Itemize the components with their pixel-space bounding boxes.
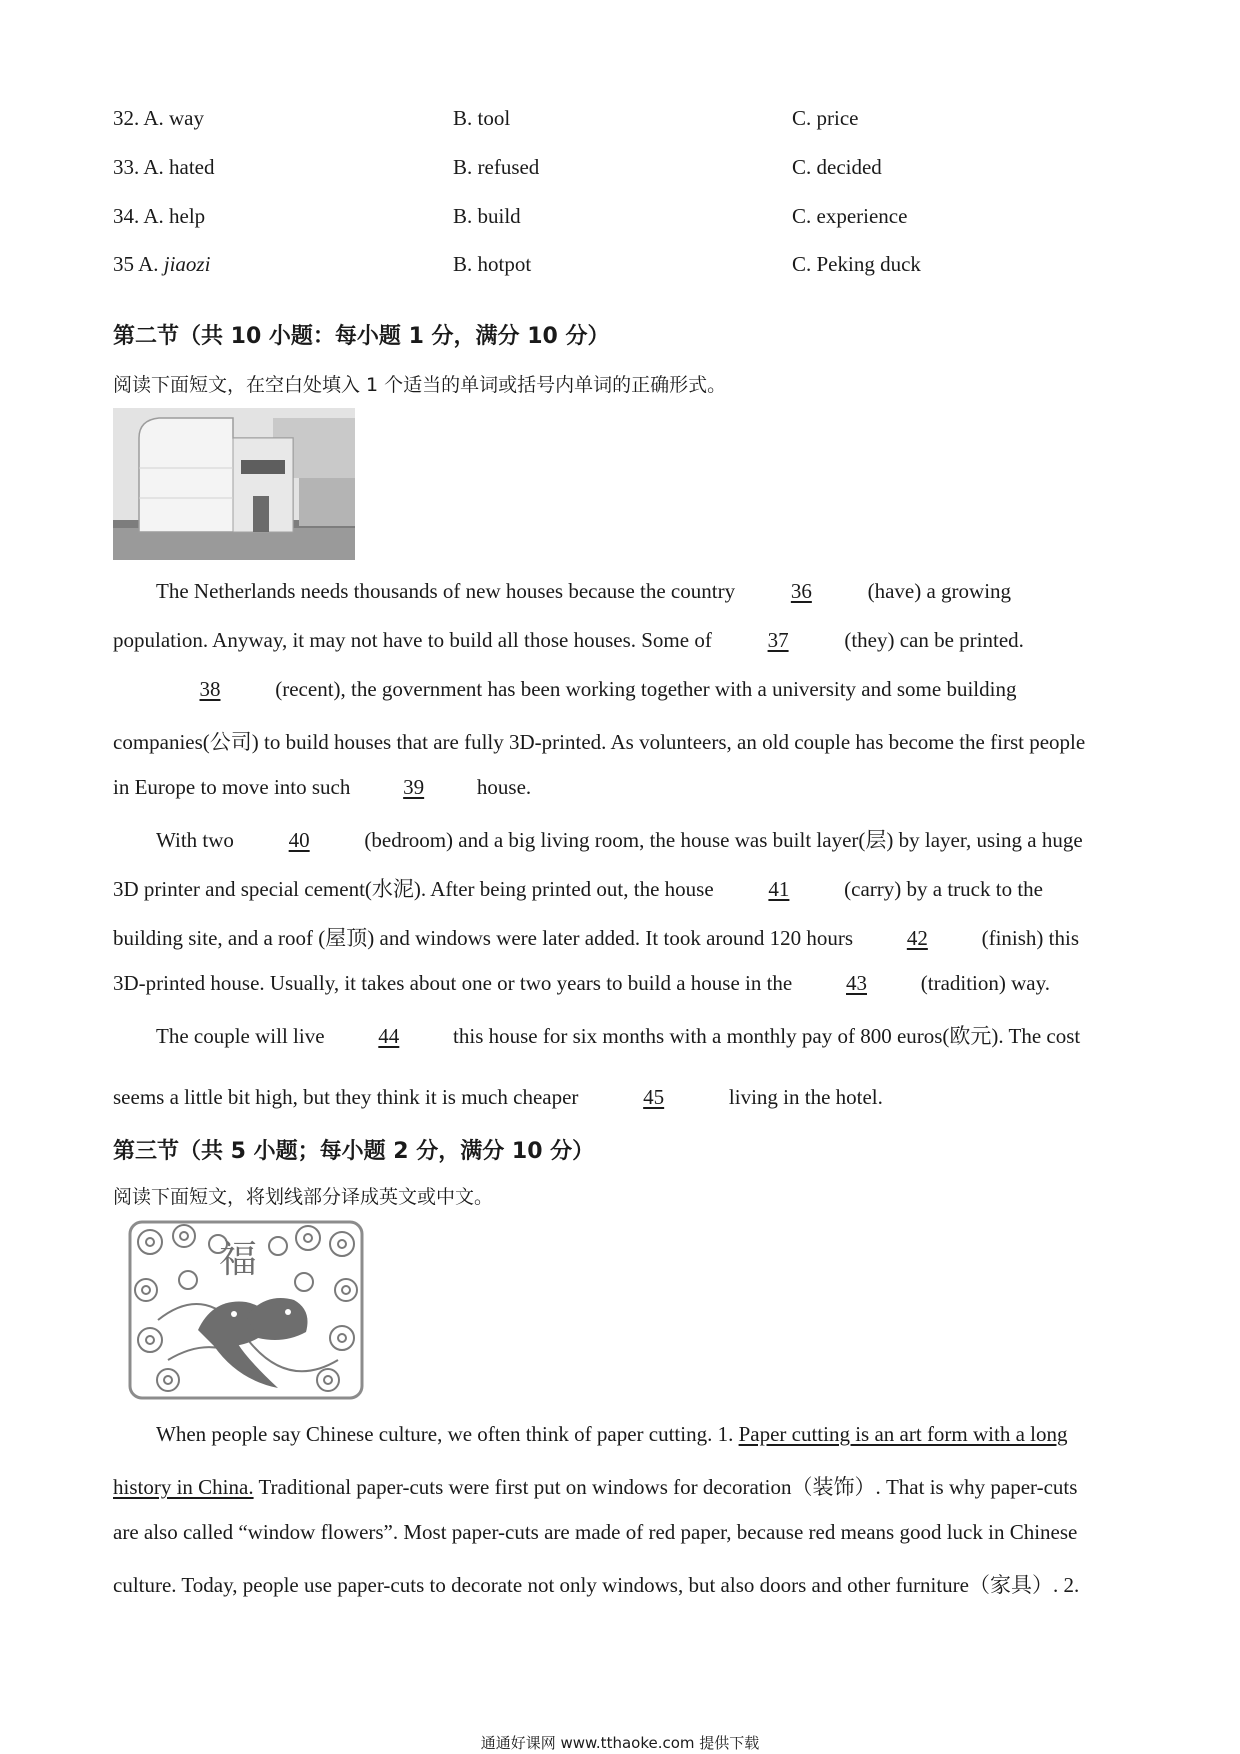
passage2-line-5-text-a: in Europe to move into such — [113, 775, 351, 799]
question-34-options — [113, 204, 1133, 234]
option-34-b: B. build — [453, 204, 521, 228]
passage2-line-10-text-b: this house for six months with a monthly pay of 800 euros(欧元). The cost — [453, 1024, 1081, 1048]
passage3-sentence-1-underlined-part-2: history in China. — [113, 1475, 254, 1499]
passage2-line-9 — [113, 971, 1050, 996]
passage3-line-2 — [113, 1471, 1077, 1501]
passage3-line-2-text-b: Traditional paper-cuts were first put on windows for decoration（装饰）. That is why paper-cuts — [253, 1475, 1078, 1499]
blank-42: 42 — [906, 926, 928, 950]
passage2-line-10 — [156, 1020, 1080, 1050]
passage2-line-8-text-a: building site, and a roof (屋顶) and windows were later added. It took around 120 hours — [113, 926, 854, 950]
passage2-line-4: companies(公司) to build houses that are fully 3D-printed. As volunteers, an old couple has become the first people — [113, 730, 1086, 754]
passage2-line-7-text-a: 3D printer and special cement(水泥). After being printed out, the house — [113, 877, 714, 901]
paper-cut-image — [128, 1220, 364, 1400]
blank-41: 41 — [768, 877, 790, 901]
passage3-sentence-1-underlined-part-1: Paper cutting is an art form with a long — [738, 1422, 1068, 1446]
passage2-line-3 — [150, 677, 1016, 702]
passage2-line-6 — [156, 824, 1083, 854]
option-35-c: C. Peking duck — [792, 252, 921, 276]
passage2-line-3-text-b: (recent), the government has been working together with a university and some building — [275, 677, 1017, 701]
passage2-line-2 — [113, 628, 1024, 653]
passage2-line-5-text-b: house. — [476, 775, 532, 799]
passage2-line-10-text-a: The couple will live — [156, 1024, 325, 1048]
option-32-b: B. tool — [453, 106, 511, 130]
option-35-a-number: 35 A. — [113, 252, 164, 276]
blank-44: 44 — [378, 1024, 400, 1048]
blank-38: 38 — [199, 677, 221, 701]
option-35-a-word: jiaozi — [163, 252, 211, 276]
passage3-line-3: are also called “window flowers”. Most paper-cuts are made of red paper, because red means good luck in Chinese — [113, 1520, 1078, 1544]
question-35-options — [113, 252, 1133, 282]
passage2-line-2-text-b: (they) can be printed. — [844, 628, 1024, 652]
passage2-line-1 — [156, 579, 1011, 604]
passage2-line-1-text-b: (have) a growing — [867, 579, 1012, 603]
option-33-b: B. refused — [453, 155, 540, 179]
page-footer: 通通好课网 www.tthaoke.com 提供下载 — [480, 1734, 760, 1752]
passage2-line-5 — [113, 775, 531, 800]
passage2-line-8-text-b: (finish) this — [981, 926, 1079, 950]
question-32-options — [113, 106, 1133, 136]
fu-character: 福 — [218, 1237, 258, 1281]
3d-printed-house-photo — [113, 408, 355, 560]
option-34-c: C. experience — [792, 204, 908, 228]
section-3-instruction: 阅读下面短文，将划线部分译成英文或中文。 — [113, 1186, 494, 1208]
question-33-options — [113, 155, 1133, 185]
passage3-line-1-text-a: When people say Chinese culture, we often think of paper cutting. 1. — [156, 1422, 739, 1446]
passage2-line-7-text-b: (carry) by a truck to the — [844, 877, 1043, 901]
blank-45: 45 — [643, 1085, 665, 1109]
section-2-instruction: 阅读下面短文，在空白处填入 1 个适当的单词或括号内单词的正确形式。 — [113, 374, 727, 396]
paper-cut-drawing — [128, 1220, 364, 1400]
passage2-line-1-text-a: The Netherlands needs thousands of new houses because the country — [156, 579, 736, 603]
passage2-line-9-text-b: (tradition) way. — [920, 971, 1051, 995]
blank-39: 39 — [403, 775, 425, 799]
blank-40: 40 — [288, 828, 310, 852]
option-35-b: B. hotpot — [453, 252, 532, 276]
passage2-line-6-text-a: With two — [156, 828, 234, 852]
house-photo-drawing — [113, 408, 355, 560]
option-34-a: 34. A. help — [113, 204, 206, 228]
passage2-line-8 — [113, 922, 1079, 952]
passage3-line-4: culture. Today, people use paper-cuts to decorate not only windows, but also doors and other furniture（家具）. 2. — [113, 1573, 1080, 1597]
blank-37: 37 — [767, 628, 789, 652]
passage2-line-6-text-b: (bedroom) and a big living room, the house was built layer(层) by layer, using a huge — [364, 828, 1083, 852]
option-33-c: C. decided — [792, 155, 882, 179]
blank-43: 43 — [846, 971, 867, 995]
option-32-c: C. price — [792, 106, 859, 130]
option-33-a: 33. A. hated — [113, 155, 215, 179]
section-2-heading: 第二节（共 10 小题：每小题 1 分，满分 10 分） — [113, 324, 610, 349]
passage2-line-9-text-a: 3D-printed house. Usually, it takes about one or two years to build a house in the — [113, 971, 793, 995]
option-32-a: 32. A. way — [113, 106, 204, 130]
passage2-line-11 — [113, 1085, 883, 1110]
passage2-line-7 — [113, 873, 1043, 903]
passage2-line-11-text-a: seems a little bit high, but they think it is much cheaper — [113, 1085, 579, 1109]
passage2-line-2-text-a: population. Anyway, it may not have to build all those houses. Some of — [113, 628, 712, 652]
option-35-a — [113, 252, 210, 277]
passage3-line-1 — [156, 1422, 1068, 1447]
blank-36: 36 — [790, 579, 812, 603]
passage2-line-11-text-b: living in the hotel. — [728, 1085, 883, 1109]
section-3-heading: 第三节（共 5 小题；每小题 2 分，满分 10 分） — [113, 1139, 595, 1164]
